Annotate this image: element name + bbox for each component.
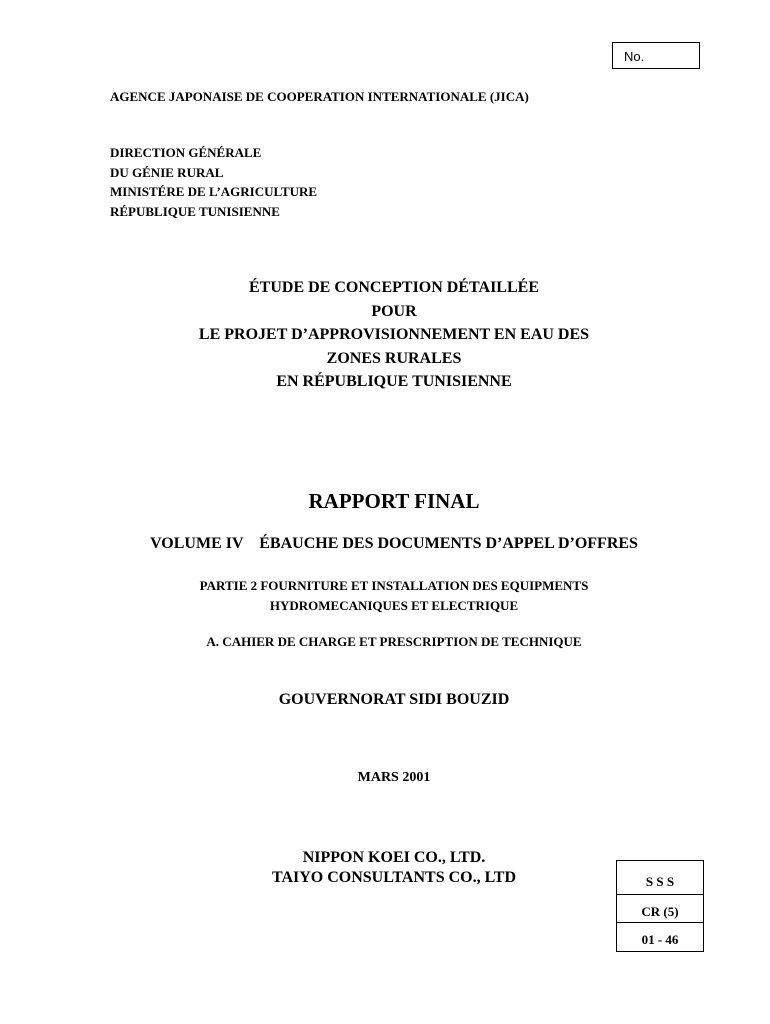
- report-date: MARS 2001: [357, 770, 431, 785]
- directorate-line: MINISTÉRE DE L’AGRICULTURE: [110, 184, 318, 199]
- directorate-line: DIRECTION GÉNÉRALE: [110, 145, 262, 160]
- document-number-label: No.: [624, 49, 645, 64]
- study-title-line: ZONES RURALES: [326, 349, 462, 367]
- report-title: RAPPORT FINAL: [308, 489, 480, 513]
- agency-name: AGENCE JAPONAISE DE COOPERATION INTERNATIONALE (JICA): [110, 89, 529, 104]
- study-title-line: LE PROJET D’APPROVISIONNEMENT EN EAU DES: [198, 326, 590, 343]
- governorate-name: GOUVERNORAT SIDI BOUZID: [278, 691, 510, 708]
- document-number-box: [612, 42, 700, 69]
- study-title-line: POUR: [371, 302, 417, 320]
- code-box-cell: S S S: [617, 861, 703, 895]
- directorate-block: [110, 143, 317, 221]
- document-code-box: [616, 860, 704, 952]
- section-title: A. CAHIER DE CHARGE ET PRESCRIPTION DE TECHNIQUE: [206, 634, 582, 649]
- study-title-line: EN RÉPUBLIQUE TUNISIENNE: [276, 373, 512, 390]
- study-title-line: ÉTUDE DE CONCEPTION DÉTAILLÉE: [249, 279, 539, 296]
- consultant-name: NIPPON KOEI CO., LTD.: [302, 849, 486, 866]
- part-title-line: PARTIE 2 FOURNITURE ET INSTALLATION DES EQUIPMENTS: [199, 578, 589, 593]
- directorate-line: RÉPUBLIQUE TUNISIENNE: [110, 203, 280, 219]
- directorate-line: DU GÉNIE RURAL: [110, 164, 224, 180]
- volume-title: VOLUME IV ÉBAUCHE DES DOCUMENTS D’APPEL D’OFFRES: [150, 535, 638, 552]
- study-title: [0, 276, 770, 394]
- code-box-cell: 01 - 46: [641, 932, 679, 947]
- consultant-name: TAIYO CONSULTANTS CO., LTD: [271, 869, 517, 886]
- part-title-line: HYDROMECANIQUES ET ELECTRIQUE: [269, 598, 519, 613]
- code-box-cell: CR (5): [617, 895, 703, 923]
- part-title: [0, 576, 770, 616]
